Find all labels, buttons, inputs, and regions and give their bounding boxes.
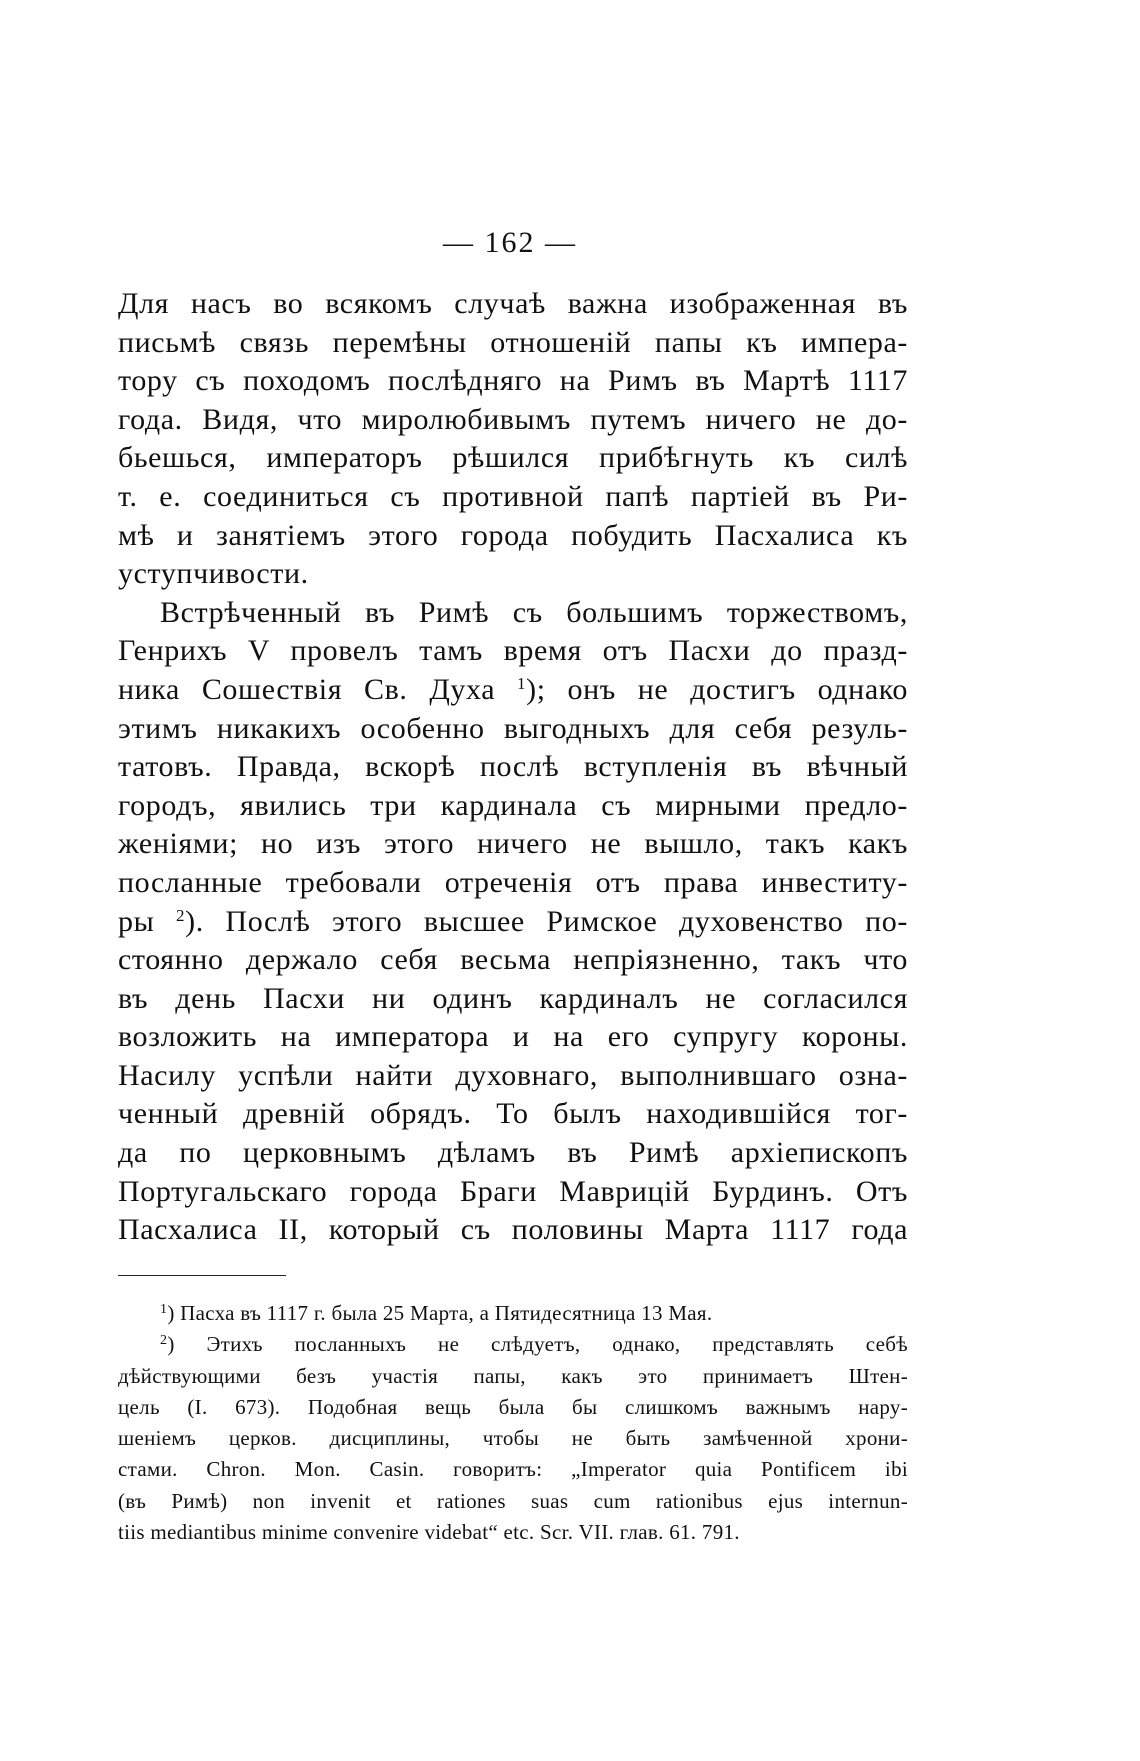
footnote-1 xyxy=(118,1298,908,1329)
footnote-line xyxy=(118,1329,908,1360)
footnote-line: (въ Римѣ) non invenit et rationes suas cum rationibus ejus internun- xyxy=(118,1488,908,1513)
footnote-line: стами. Chron. Mon. Casin. говоритъ: „Imperator quia Pontificem ibi xyxy=(118,1457,908,1482)
text-line: бьешься, императоръ рѣшился прибѣгнуть къ силѣ xyxy=(118,441,908,475)
footnote-ref-1[interactable]: 1 xyxy=(517,673,527,693)
text-line: женіями; но изъ этого ничего не вышло, такъ какъ xyxy=(118,827,908,861)
text-line: городъ, явились три кардинала съ мирными предло- xyxy=(118,788,908,822)
paragraph-1 xyxy=(118,285,908,594)
text-line: письмѣ связь перемѣны отношеній папы къ импера- xyxy=(118,325,908,359)
main-text xyxy=(118,285,908,1250)
text-line xyxy=(118,671,908,710)
text-line: мѣ и занятіемъ этого города побудить Пасхалиса къ xyxy=(118,518,908,552)
text-fragment: ры xyxy=(118,904,176,938)
text-line: Пасхалиса II, который съ половины Марта 1117 года xyxy=(118,1213,908,1247)
footnote-line xyxy=(118,1298,908,1329)
text-fragment: ника Сошествія Св. Духа xyxy=(118,672,517,706)
text-line: да по церковнымъ дѣламъ въ Римѣ архіепископъ xyxy=(118,1136,908,1170)
footnote-mark: 1 xyxy=(160,1302,168,1317)
text-line: посланные требовали отреченія отъ права инвеститу- xyxy=(118,865,908,899)
footnote-ref-2[interactable]: 2 xyxy=(176,905,186,925)
footnote-line: дѣйствующими безъ участія папы, какъ это принимаетъ Штен- xyxy=(118,1363,908,1388)
page-number: — 162 — xyxy=(443,226,577,259)
text-fragment: ). Послѣ этого высшее Римское духовенство по- xyxy=(185,904,908,938)
text-line: стоянно держало себя весьма непріязненно, такъ что xyxy=(118,943,908,977)
text-line: Португальскаго города Браги Маврицій Бурдинъ. Отъ xyxy=(118,1174,908,1208)
footnote-line: шеніемъ церков. дисциплины, чтобы не быть замѣченной хрони- xyxy=(118,1426,908,1451)
footnote-2 xyxy=(118,1329,908,1548)
text-line xyxy=(118,903,908,942)
text-line: Встрѣченный въ Римѣ съ большимъ торжествомъ, xyxy=(160,595,908,629)
footnote-line: цель (I. 673). Подобная вещь была бы слишкомъ важнымъ нару- xyxy=(118,1394,908,1419)
paragraph-2 xyxy=(118,594,908,1250)
text-line: т. е. соединиться съ противной папѣ партіей въ Ри- xyxy=(118,479,908,513)
text-fragment: ); онъ не достигъ однако xyxy=(526,672,908,706)
text-line: уступчивости. xyxy=(118,557,309,591)
text-line: года. Видя, что миролюбивымъ путемъ ничего не до- xyxy=(118,402,908,436)
text-line: татовъ. Правда, вскорѣ послѣ вступленія въ вѣчный xyxy=(118,750,908,784)
footnote-divider xyxy=(118,1275,286,1276)
text-line: Генрихъ V провелъ тамъ время отъ Пасхи до празд- xyxy=(118,634,908,668)
text-line: этимъ никакихъ особенно выгодныхъ для себя резуль- xyxy=(118,711,908,745)
text-line: тору съ походомъ послѣдняго на Римъ въ Мартѣ 1117 xyxy=(118,364,908,398)
footnote-line: tiis mediantibus minime convenire videbat“ etc. Scr. VII. глав. 61. 791. xyxy=(118,1520,740,1545)
text-line: ченный древній обрядъ. То былъ находившійся тог- xyxy=(118,1097,908,1131)
footnotes xyxy=(118,1298,908,1548)
footnote-mark: 2 xyxy=(160,1333,168,1349)
text-line: Насилу успѣли найти духовнаго, выполнившаго озна- xyxy=(118,1058,908,1092)
footnote-text: ) Пасха въ 1117 г. была 25 Марта, а Пятидесятница 13 Мая. xyxy=(167,1301,713,1325)
text-line: въ день Пасхи ни одинъ кардиналъ не согласился xyxy=(118,981,908,1015)
footnote-text: ) Этихъ посланныхъ не слѣдуетъ, однако, представлять себѣ xyxy=(167,1332,908,1357)
text-line: возложить на императора и на его супругу короны. xyxy=(118,1020,908,1054)
text-line: Для насъ во всякомъ случаѣ важна изображенная въ xyxy=(118,287,908,320)
